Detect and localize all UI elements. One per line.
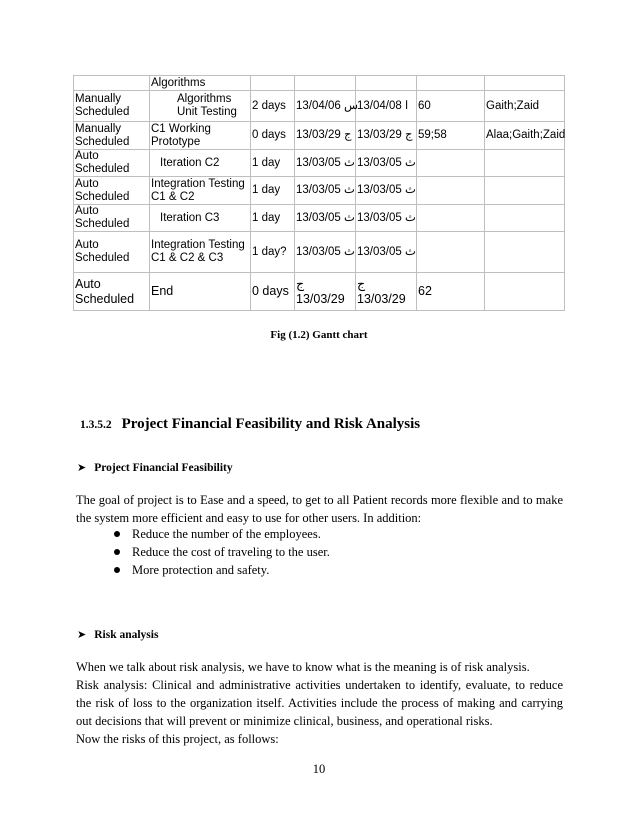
resources-cell [485,205,565,232]
bullet-icon [114,549,120,555]
resources-cell: Alaa;Gaith;Zaid [485,122,565,150]
task-name-cell: C1 Working Prototype [150,122,251,150]
section-heading [80,416,420,433]
start-cell: 13/03/05 ث [295,232,356,273]
list-item-text: Reduce the number of the employees. [132,527,321,541]
risk-line-2: Risk analysis: Clinical and administrative activities undertaken to identify, evaluate, to reduce the risk of loss to the organization itself. Activities include the process of making and carrying out decisions that will prevent or minimize clinical, business, and operational risks. [76,678,563,728]
table-row [74,273,565,311]
duration-cell: 2 days [251,91,295,122]
task-name-cell: Integration Testing C1 & C2 [150,177,251,205]
arrow-bullet-icon: ➤ [77,462,87,474]
mode-cell: Auto Scheduled [74,273,150,311]
resources-cell [485,273,565,311]
start-cell: 13/03/05 ث [295,177,356,205]
financial-heading-text: Project Financial Feasibility [94,462,233,474]
list-item [112,525,330,543]
duration-cell: 0 days [251,273,295,311]
arrow-bullet-icon: ➤ [77,629,87,641]
predecessors-cell: 62 [417,273,485,311]
predecessors-cell [417,177,485,205]
financial-paragraph [76,491,563,527]
predecessors-cell [417,150,485,177]
task-name-cell: Algorithms Unit Testing [150,91,251,122]
finish-cell: ج 13/03/29 [356,273,417,311]
table-row [74,76,565,91]
task-name-cell: Integration Testing C1 & C2 & C3 [150,232,251,273]
table-row [74,232,565,273]
mode-cell: Manually Scheduled [74,91,150,122]
table-row [74,150,565,177]
list-item-text: More protection and safety. [132,563,270,577]
table-row [74,177,565,205]
finish-cell: 13/03/05 ث [356,150,417,177]
table-row [74,205,565,232]
gantt-table [73,75,565,311]
bullet-icon [114,531,120,537]
financial-bullet-list [112,525,330,579]
predecessors-cell [417,76,485,91]
finish-cell: 13/03/05 ث [356,232,417,273]
risk-heading [77,628,158,641]
mode-cell: Auto Scheduled [74,205,150,232]
mode-cell: Auto Scheduled [74,150,150,177]
risk-line-3: Now the risks of this project, as follows: [76,732,279,746]
duration-cell: 1 day [251,150,295,177]
start-cell [295,76,356,91]
resources-cell [485,76,565,91]
page-number: 10 [312,762,326,776]
risk-paragraph [76,658,563,748]
financial-paragraph-text: The goal of project is to Ease and a speed, to get to all Patient records more flexible and to make the system more efficient and easy to use for other users. In addition: [76,493,563,525]
finish-cell [356,76,417,91]
figure-caption: Fig (1.2) Gantt chart [270,329,368,341]
task-name-cell: Iteration C2 [150,150,251,177]
mode-cell: Auto Scheduled [74,232,150,273]
finish-cell: 13/04/08 ا [356,91,417,122]
predecessors-cell: 59;58 [417,122,485,150]
predecessors-cell [417,205,485,232]
mode-cell: Auto Scheduled [74,177,150,205]
list-item-text: Reduce the cost of traveling to the user. [132,545,330,559]
list-item [112,543,330,561]
risk-line-1: When we talk about risk analysis, we have to know what is the meaning is of risk analysis. [76,660,530,674]
task-name-cell: Iteration C3 [150,205,251,232]
resources-cell: Gaith;Zaid [485,91,565,122]
start-cell: ج 13/03/29 [295,273,356,311]
duration-cell: 1 day [251,177,295,205]
financial-heading [77,461,233,474]
section-number: 1.3.5.2 [80,419,112,431]
risk-heading-text: Risk analysis [94,629,159,641]
resources-cell [485,177,565,205]
start-cell: 13/03/29 ج [295,122,356,150]
finish-cell: 13/03/29 ج [356,122,417,150]
table-row [74,122,565,150]
resources-cell [485,150,565,177]
list-item [112,561,330,579]
mode-cell [74,76,150,91]
duration-cell: 0 days [251,122,295,150]
table-row [74,91,565,122]
duration-cell [251,76,295,91]
finish-cell: 13/03/05 ث [356,205,417,232]
resources-cell [485,232,565,273]
duration-cell: 1 day? [251,232,295,273]
task-name-cell: Algorithms [150,76,251,91]
finish-cell: 13/03/05 ث [356,177,417,205]
mode-cell: Manually Scheduled [74,122,150,150]
bullet-icon [114,567,120,573]
section-title: Project Financial Feasibility and Risk Analysis [121,416,421,432]
start-cell: 13/04/06 س [295,91,356,122]
task-name-cell: End [150,273,251,311]
start-cell: 13/03/05 ث [295,205,356,232]
start-cell: 13/03/05 ث [295,150,356,177]
duration-cell: 1 day [251,205,295,232]
predecessors-cell [417,232,485,273]
predecessors-cell: 60 [417,91,485,122]
